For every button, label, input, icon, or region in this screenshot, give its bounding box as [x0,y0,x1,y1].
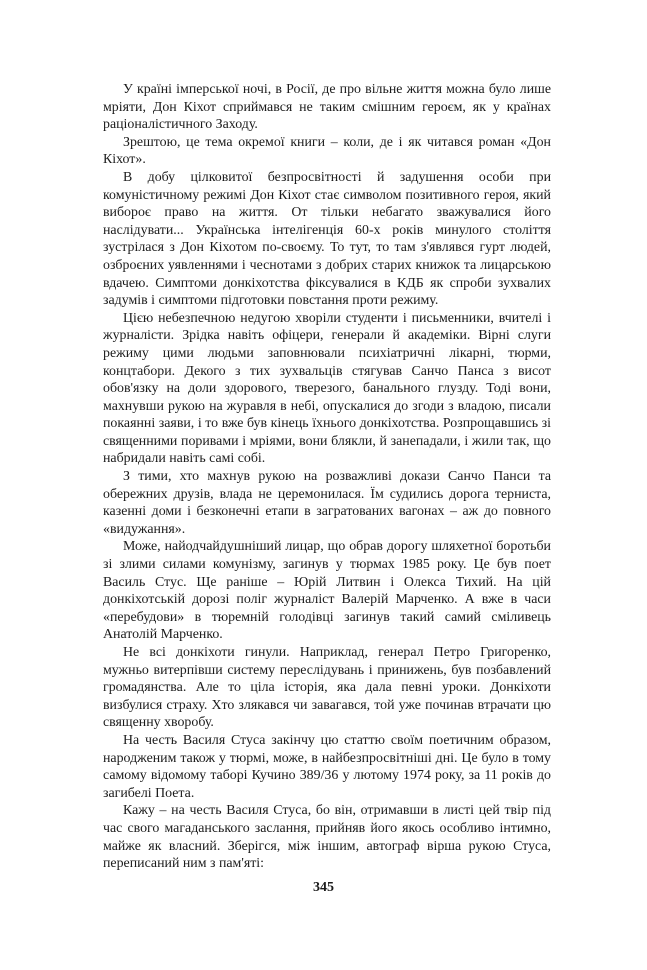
paragraph-4: Цією небезпечною недугою хворіли студенти і письменники, вчителі і журналісти. Зрідка навіть офіцери, генерали й академіки. Вірні слуги режиму цими людьми заповнювали психіатричні лікарні, тюрми, концтабори. Декого з тих зухвальців стягував Санчо Панса з висот обов'язку на доли здорового, тверезого, банального глузду. Тоді вони, махнувши рукою на журавля в небі, опускалися до згоди з владою, писали покаянні заяви, і то вже був кінець їхнього донкіхотства. Розпрощавшись зі священними поривами і мріями, вони блякли, й занепадали, і жили так, що набридали навіть самі собі. [103,310,551,467]
paragraph-5: З тими, хто махнув рукою на розважливі докази Санчо Панси та обережних друзів, влада не церемонилася. Їм судились дорога терниста, казенні доми і безконечні етапи в загратованих вагонах – аж до повного «видужання». [103,469,551,537]
paragraph-1: У країні імперської ночі, в Росії, де про вільне життя можна було лише мріяти, Дон Кіхот сприймався не таким смішним героєм, як у країнах раціоналістичного Заходу. [103,82,551,133]
paragraph-2: Зрештою, це тема окремої книги – коли, де і як читався роман «Дон Кіхот». [103,134,551,168]
paragraph-7: Не всі донкіхоти гинули. Наприклад, генерал Петро Григоренко, мужньо витерпівши систему переслідувань і принижень, був позбавлений громадянства. Але то ціла історія, яка дала певні уроки. Донкіхоти визбулися страху. Хто злякався чи завагався, той уже починав втрачати цю священну хворобу. [103,645,551,731]
paragraph-3: В добу цілковитої безпросвітності й задушення особи при комуністичному режимі Дон Кіхот стає символом позитивного героя, який вибороє право на життя. От тільки небагато зважувалися його наслідувати... Українська інтелігенція 60-х років минулого століття зустрілася з Дон Кіхотом по-своєму. То тут, то там з'являвся гурт людей, озброєних уявленнями і чеснотами з добрих старих книжок та лицарською вдачею. Симптоми донкіхотства фіксувалися в КДБ як спроби зухвалих задумів і симптоми підготовки повстання проти режиму. [103,169,551,309]
paragraph-6: Може, найодчайдушніший лицар, що обрав дорогу шляхетної боротьби зі злими силами комунізму, загинув у тюрмах 1985 року. Це був поет Василь Стус. Ще раніше – Юрій Литвин і Олекса Тихий. На цій донкіхотській дорозі поліг журналіст Валерій Марченко. А вже в часи «перебудови» в тюремній голодівці загинув такий самий сміливець Анатолій Марченко. [103,539,551,643]
body-text [103,81,551,873]
paragraph-9: Кажу – на честь Василя Стуса, бо він, отримавши в листі цей твір під час свого магаданського заслання, прийняв його якось особливо інтимно, майже як власний. Зберігся, між іншим, автограф вірша рукою Стуса, переписаний ним з пам'яті: [103,803,551,872]
page-number: 345 [313,880,334,895]
paragraph-8: На честь Василя Стуса закінчу цю статтю своїм поетичним образом, народженим також у тюрмі, може, в найбезпросвітніші дні. Це було в тому самому відомому таборі Кучино 389/36 у лютому 1974 року, за 11 років до загибелі Поета. [103,732,551,801]
